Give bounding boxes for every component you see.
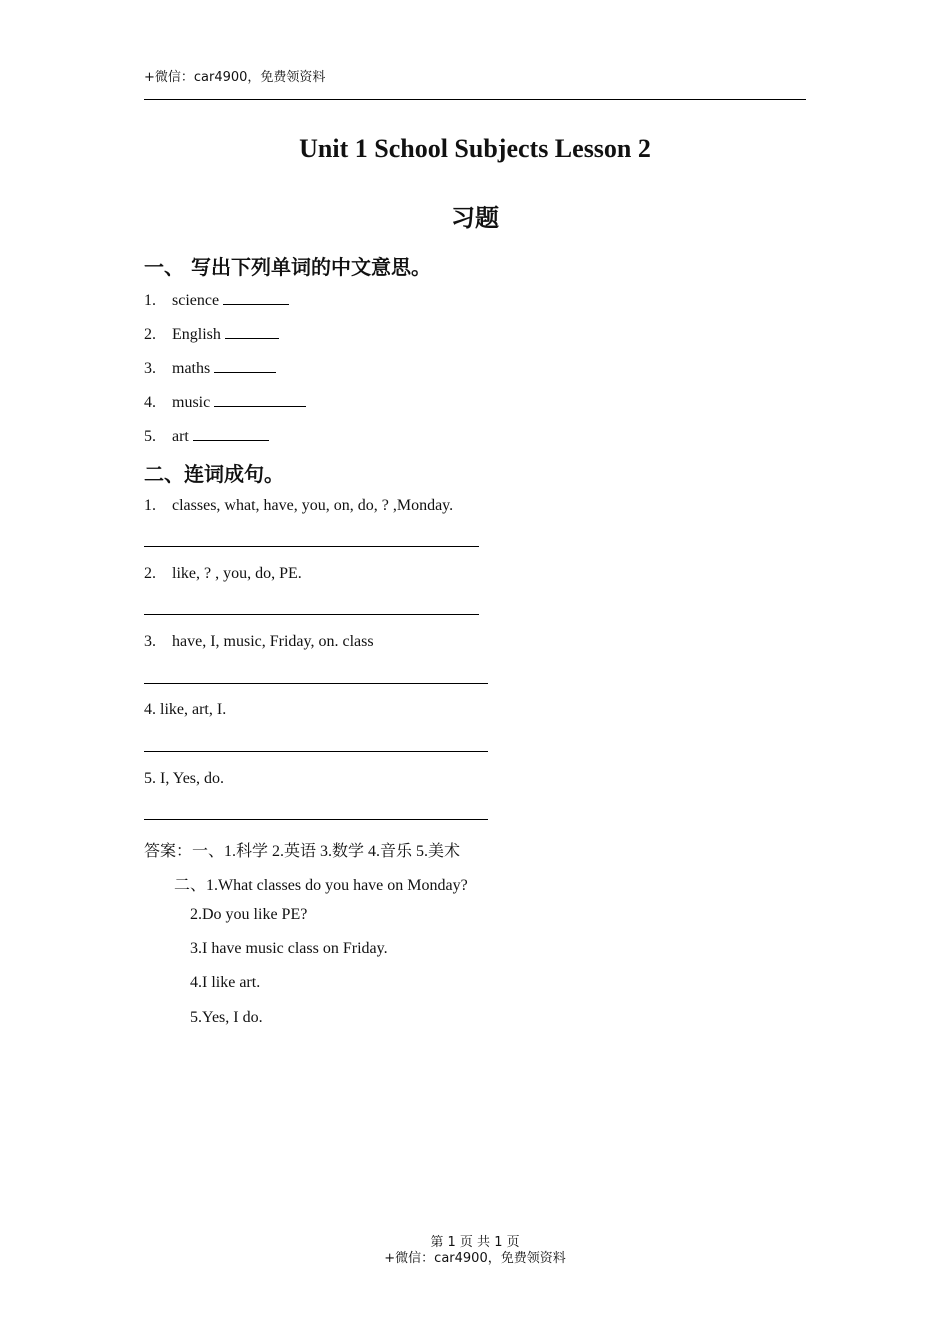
vocab-item-number: 4. xyxy=(144,394,156,411)
vocab-item-word: music xyxy=(172,394,211,411)
sentence-item-number: 2. xyxy=(144,565,156,582)
vocab-item-word: English xyxy=(172,326,221,343)
vocab-item xyxy=(144,358,276,378)
answer-key-line: 答案：一、1.科学 2.英语 3.数学 4.音乐 5.美术 xyxy=(144,843,461,860)
answer-key-line: 2.Do you like PE? xyxy=(190,906,308,923)
sentence-item xyxy=(144,565,302,583)
vocab-item xyxy=(144,392,306,412)
vocab-item xyxy=(144,290,289,310)
answer-key-line: 5.Yes, I do. xyxy=(190,1009,263,1026)
answer-line xyxy=(144,751,488,752)
vocab-item xyxy=(144,426,269,446)
sentence-item: 5. I, Yes, do. xyxy=(144,770,225,787)
answer-line xyxy=(144,819,488,820)
sentence-item: 4. like, art, I. xyxy=(144,701,227,718)
sentence-item-words: have, I, music, Friday, on. class xyxy=(172,633,374,650)
header-divider xyxy=(144,99,806,100)
page-number: 第 1 页 共 1 页 xyxy=(430,1235,520,1250)
answer-blank xyxy=(214,358,276,373)
answer-line xyxy=(144,546,479,547)
sentence-item-number: 3. xyxy=(144,633,156,650)
sentence-item xyxy=(144,633,374,651)
vocab-item xyxy=(144,324,279,344)
page-title: Unit 1 School Subjects Lesson 2 xyxy=(299,134,651,163)
vocab-item-number: 3. xyxy=(144,360,156,377)
page-header: +微信：car4900，免费领资料 xyxy=(144,70,326,85)
answer-key-line: 4.I like art. xyxy=(190,974,261,991)
sentence-item-number: 1. xyxy=(144,497,156,514)
vocab-item-word: maths xyxy=(172,360,211,377)
section-1-heading: 一、 写出下列单词的中文意思。 xyxy=(144,255,431,279)
sentence-item xyxy=(144,497,453,515)
vocab-item-number: 1. xyxy=(144,292,156,309)
answer-line xyxy=(144,683,488,684)
section-2-heading: 二、连词成句。 xyxy=(144,462,284,486)
answer-blank xyxy=(225,324,279,339)
sentence-item-words: classes, what, have, you, on, do, ? ,Monday. xyxy=(172,497,454,514)
page-footer: +微信：car4900，免费领资料 xyxy=(384,1251,566,1266)
answer-blank xyxy=(223,290,289,305)
sentence-item-words: like, ? , you, do, PE. xyxy=(172,565,302,582)
vocab-item-word: science xyxy=(172,292,220,309)
page-subtitle: 习题 xyxy=(451,204,499,232)
answer-blank xyxy=(214,392,306,407)
vocab-item-number: 2. xyxy=(144,326,156,343)
answer-key-line: 二、1.What classes do you have on Monday? xyxy=(174,877,468,894)
answer-line xyxy=(144,614,479,615)
answer-blank xyxy=(193,426,269,441)
answer-key-line: 3.I have music class on Friday. xyxy=(190,940,388,957)
vocab-item-word: art xyxy=(172,428,189,445)
vocab-item-number: 5. xyxy=(144,428,156,445)
